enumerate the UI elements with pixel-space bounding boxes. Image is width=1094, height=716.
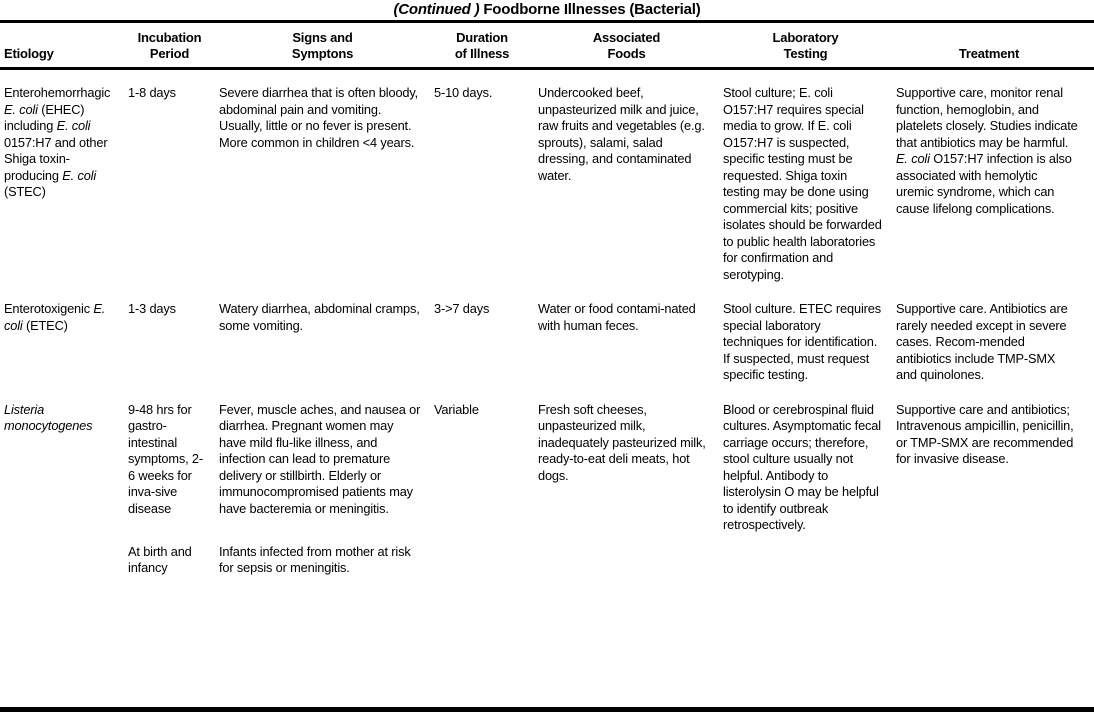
table-row-etec bbox=[4, 301, 1090, 384]
foods-cell bbox=[538, 544, 723, 577]
lab-cell: Stool culture; E. coli O157:H7 requires special media to grow. If E. coli O157:H7 is suspected, specific testing must be requested. Shiga toxin testing may be done using commercial kits; positive isolates should be forwarded to public health laboratories for confirmation and serotyping. bbox=[723, 85, 882, 282]
foods-cell: Undercooked beef, unpasteurized milk and juice, raw fruits and vegetables (e.g. sprouts), salami, salad dressing, and contaminated water. bbox=[538, 85, 705, 183]
table-bottom-border bbox=[0, 707, 1094, 712]
title-continued-label: (Continued ) bbox=[393, 1, 484, 18]
lab-cell bbox=[723, 544, 896, 577]
duration-cell: 3->7 days bbox=[434, 301, 490, 316]
column-header-treatment: Treatment bbox=[958, 46, 1020, 61]
incubation-cell: 1-8 days bbox=[128, 85, 176, 100]
table-title bbox=[4, 0, 1090, 18]
signs-cell: Watery diarrhea, abdominal cramps, some vomiting. bbox=[219, 301, 420, 333]
column-header-associated-foods: Associated Foods bbox=[592, 30, 661, 61]
incubation-cell: 1-3 days bbox=[128, 301, 176, 316]
signs-cell: Infants infected from mother at risk for sepsis or meningitis. bbox=[219, 543, 411, 575]
title-main-label: Foodborne Illnesses (Bacterial) bbox=[483, 1, 701, 18]
duration-cell bbox=[434, 544, 538, 577]
etiology-cell bbox=[4, 544, 128, 577]
table-row-ehec bbox=[4, 70, 1090, 283]
treatment-cell bbox=[896, 544, 1090, 577]
lab-cell: Stool culture. ETEC requires special laboratory techniques for identification. If suspected, must request specific testing. bbox=[723, 301, 881, 382]
column-header-incubation-period: Incubation Period bbox=[137, 30, 202, 61]
foods-cell: Fresh soft cheeses, unpasteurized milk, inadequately pasteurized milk, ready-to-eat deli meats, hot dogs. bbox=[538, 401, 706, 483]
table-row-listeria bbox=[4, 402, 1090, 534]
treatment-cell: Supportive care and antibiotics; Intravenous ampicillin, penicillin, or TMP-SMX are recommended for invasive disease. bbox=[896, 401, 1074, 466]
table-row-listeria-continued bbox=[4, 544, 1090, 577]
signs-cell: Severe diarrhea that is often bloody, abdominal pain and vomiting. Usually, little or no fever is present. More common in children <4 years. bbox=[219, 85, 419, 150]
column-header-signs-symptoms: Signs and Symptons bbox=[291, 30, 354, 61]
etiology-cell: Listeria monocytogenes bbox=[4, 401, 93, 433]
signs-cell: Fever, muscle aches, and nausea or diarrhea. Pregnant women may have mild flu-like illness, and infection can lead to premature delivery or stillbirth. Elderly or immunocompromised patients may have bacteremia or meningitis. bbox=[219, 401, 421, 516]
treatment-cell: Supportive care. Antibiotics are rarely needed except in severe cases. Recom-mended antibiotics include TMP-SMX and quinolones. bbox=[896, 301, 1068, 382]
duration-cell: 5-10 days. bbox=[434, 85, 493, 100]
etiology-cell: Enterohemorrhagic E. coli (EHEC) including E. coli 0157:H7 and other Shiga toxin-producing E. coli (STEC) bbox=[4, 85, 111, 199]
column-header-etiology: Etiology bbox=[4, 46, 54, 61]
column-header-duration: Duration of Illness bbox=[454, 30, 510, 61]
treatment-cell: Supportive care, monitor renal function, hemoglobin, and platelets closely. Studies indicate that antibiotics may be harmful. E. coli O157:H7 infection is also associated with hemolytic uremic syndrome, which can cause lifelong complications. bbox=[896, 85, 1078, 216]
duration-cell: Variable bbox=[434, 401, 479, 417]
incubation-cell: 9-48 hrs for gastro-intestinal symptoms, 2-6 weeks for inva-sive disease bbox=[128, 401, 203, 516]
column-header-laboratory-testing: Laboratory Testing bbox=[772, 30, 839, 61]
etiology-cell: Enterotoxigenic E. coli (ETEC) bbox=[4, 301, 106, 333]
foods-cell: Water or food contami-nated with human feces. bbox=[538, 301, 696, 333]
incubation-cell: At birth and infancy bbox=[128, 543, 192, 575]
table-header-row bbox=[4, 23, 1090, 67]
lab-cell: Blood or cerebrospinal fluid cultures. Asymptomatic fecal carriage occurs; therefore, stool culture usually not helpful. Antibody to listerolysin O may be helpful to identify outbreak retrospectively. bbox=[723, 401, 881, 532]
